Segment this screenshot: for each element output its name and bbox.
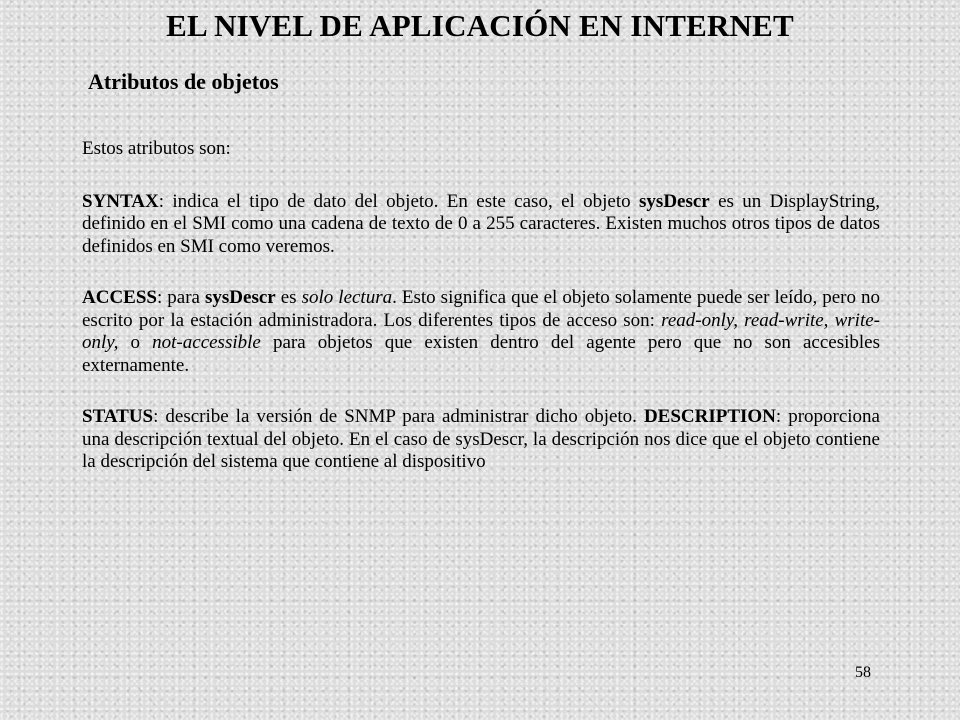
access-text-5: para objetos que existen dentro del agente pero que no son accesibles externamente.: [82, 332, 880, 376]
syntax-text-1: : indica el tipo de dato del objeto. En este caso, el objeto: [158, 190, 640, 212]
access-type-not-accessible: not-accessible: [152, 332, 261, 353]
access-paragraph: [82, 287, 880, 377]
description-term: DESCRIPTION: [643, 406, 776, 427]
syntax-paragraph: [82, 191, 880, 259]
access-type-read-only: read-only,: [661, 309, 738, 331]
status-term: STATUS: [82, 406, 154, 427]
syntax-term: SYNTAX: [82, 190, 159, 212]
access-term: ACCESS: [82, 287, 157, 308]
syntax-text-2: es un DisplayString, definido en el SMI como una cadena de texto de 0 a 255 caracteres. Existen muchos otros tipos de datos definidos en SMI como veremos.: [82, 190, 880, 257]
access-type-read-write: read-write,: [744, 309, 829, 331]
status-text-1: : describe la versión de SNMP para administrar dicho objeto.: [153, 406, 644, 427]
status-paragraph: [82, 406, 880, 474]
slide-title: EL NIVEL DE APLICACIÓN EN INTERNET: [166, 8, 794, 43]
status-text-2: : proporciona una descripción textual del objeto. En el caso de sysDescr, la descripción nos dice que el objeto contiene la descripción del sistema que contiene al dispositivo: [82, 406, 880, 472]
intro-paragraph: Estos atributos son:: [82, 138, 231, 159]
access-text-3: . Esto significa que el objeto solamente puede ser leído, pero no escrito por la estación administradora. Los diferentes tipos de acceso son:: [82, 287, 880, 331]
access-type-write-only: write-only,: [82, 309, 880, 353]
access-object-name: sysDescr: [205, 287, 276, 308]
slide-content: [82, 138, 880, 503]
access-text-2: es: [275, 287, 302, 308]
syntax-object-name: sysDescr: [639, 190, 710, 212]
access-text-1: : para: [156, 287, 206, 308]
access-mode: solo lectura: [301, 287, 393, 308]
page-number: 58: [855, 664, 871, 681]
access-text-4: o: [118, 332, 153, 353]
section-subtitle: Atributos de objetos: [88, 69, 279, 94]
